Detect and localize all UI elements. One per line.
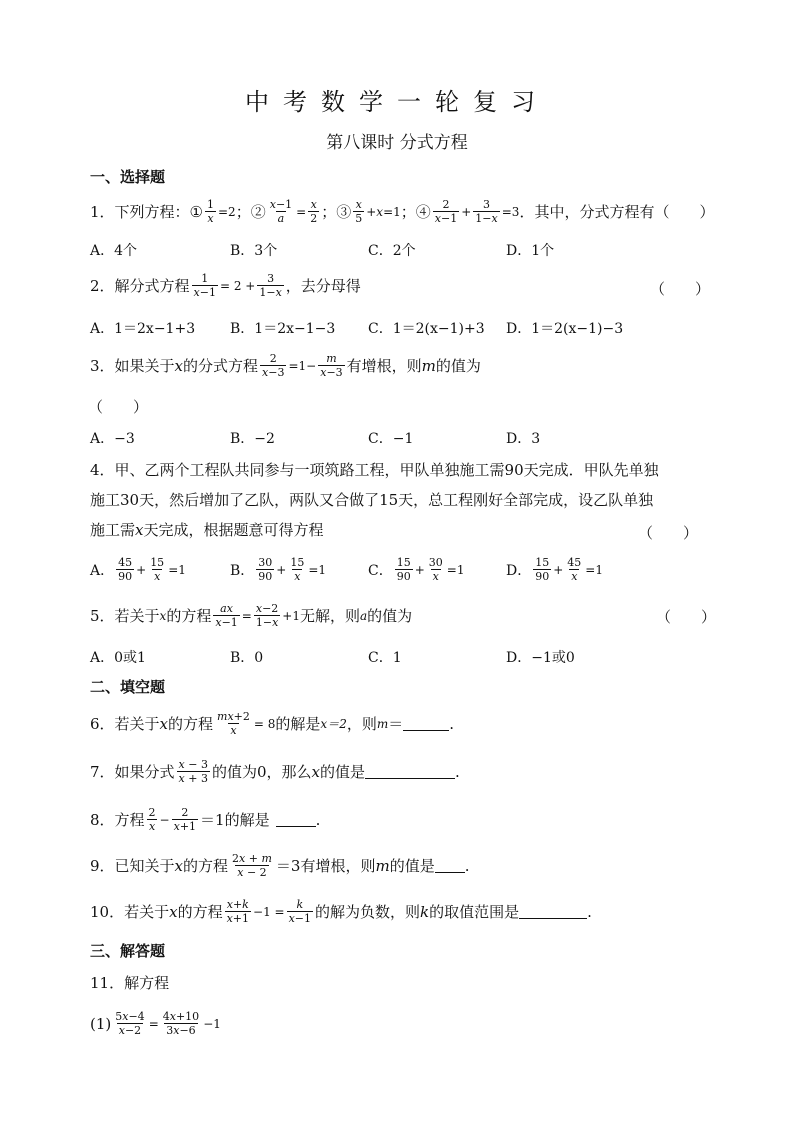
q4-option-a[interactable]: A． $\frac{45}{90}$ + $\frac{15}{x}$ =1 bbox=[90, 556, 186, 583]
section-heading-choice: 一、选择题 bbox=[90, 168, 166, 186]
page-subtitle: 第八课时 分式方程 bbox=[326, 133, 468, 153]
q1-option-b[interactable]: B．3个 bbox=[230, 243, 278, 259]
fraction: $\frac{x-1}{a}$ bbox=[269, 198, 293, 225]
q6-answer-blank[interactable] bbox=[403, 716, 449, 731]
question-2: 2．解分式方程 $\frac{1}{x-1}$ = 2 + $\frac{3}{1-x}$ ，去分母得 bbox=[90, 272, 361, 299]
fraction: $\frac{m}{x-3}$ bbox=[320, 352, 343, 379]
fraction: $\frac{x}{2}$ bbox=[310, 198, 318, 225]
section-heading-fill: 二、填空题 bbox=[90, 678, 166, 696]
fraction: $\frac{2}{x-1}$ bbox=[434, 198, 458, 225]
fraction: $\frac{5x-4}{x-2}$ bbox=[115, 1010, 145, 1037]
fraction: $\frac{mx+2}{x}$ bbox=[217, 710, 250, 737]
fraction: $\frac{x-2}{1-x}$ bbox=[255, 602, 279, 629]
fraction: $\frac{2}{x+1}$ bbox=[173, 806, 197, 833]
q2-option-a[interactable]: A．1＝2x−1+3 bbox=[90, 321, 196, 337]
q2-option-b[interactable]: B．1＝2x−1−3 bbox=[230, 321, 336, 337]
q4-answer-paren: （ ） bbox=[638, 524, 699, 542]
fraction: $\frac{x}{5}$ bbox=[355, 198, 363, 225]
section-heading-solve: 三、解答题 bbox=[90, 942, 166, 960]
q5-option-a[interactable]: A．0或1 bbox=[90, 650, 146, 666]
q4-option-d[interactable]: D． $\frac{15}{90}$ + $\frac{45}{x}$ =1 bbox=[506, 556, 603, 583]
q3-option-a[interactable]: A．−3 bbox=[90, 431, 135, 447]
fraction: $\frac{2x + m}{x - 2}$ bbox=[232, 852, 272, 879]
question-3: 3．如果关于 x 的分式方程 $\frac{2}{x-3}$ =1− $\frac{m}{x-3}$ 有增根，则 m 的值为 bbox=[90, 352, 481, 379]
question-11-part-1: (1) $\frac{5x-4}{x-2}$ = $\frac{4x+10}{3x-6}$ −1 bbox=[90, 1010, 221, 1037]
question-5: 5．若关于 x 的方程 $\frac{ax}{x-1}$ = $\frac{x-2}{1-x}$ +1 无解，则 a 的值为 bbox=[90, 602, 413, 629]
q5-option-d[interactable]: D．−1或0 bbox=[506, 650, 575, 666]
q2-option-c[interactable]: C．1＝2(x−1)+3 bbox=[368, 321, 485, 337]
fraction: $\frac{2}{x-3}$ bbox=[262, 352, 285, 379]
question-6: 6．若关于 x 的方程 $\frac{mx+2}{x}$ = 8 的解是 x＝2 ，则 m ＝ . bbox=[90, 710, 455, 737]
q9-answer-blank[interactable] bbox=[435, 858, 465, 873]
fraction: $\frac{3}{1-x}$ bbox=[475, 198, 498, 225]
q3-option-c[interactable]: C．−1 bbox=[368, 431, 414, 447]
question-11-title: 11．解方程 bbox=[90, 974, 170, 992]
question-8: 8．方程 $\frac{2}{x}$ − $\frac{2}{x+1}$ ＝1的解是 . bbox=[90, 806, 321, 833]
fraction: $\frac{3}{1-x}$ bbox=[259, 272, 282, 299]
q3-option-b[interactable]: B．−2 bbox=[230, 431, 275, 447]
q1-prefix: 1．下列方程： bbox=[90, 203, 190, 221]
q10-answer-blank[interactable] bbox=[519, 904, 587, 919]
q8-answer-blank[interactable] bbox=[276, 812, 316, 827]
fraction: $\frac{x+k}{x+1}$ bbox=[226, 898, 250, 925]
q1-suffix: ．其中，分式方程有（ ） bbox=[519, 203, 715, 221]
question-1: 1．下列方程： ① $\frac{1}{x}$ =2 ；② $\frac{x-1}{a}$ = $\frac{x}{2}$ ；③ $\frac{x}{5}$ +x=1 ；④ $\frac{2}{x-1}$ + $\frac{3}{1-x}$ =3 ．其中，分式方程有（ ） bbox=[90, 198, 715, 225]
q7-answer-blank[interactable] bbox=[365, 764, 455, 779]
fraction: $\frac{1}{x}$ bbox=[207, 198, 214, 225]
q3-answer-paren: （ ） bbox=[88, 398, 149, 416]
page-title: 中考数学一轮复习 bbox=[245, 88, 549, 116]
fraction: $\frac{x - 3}{x + 3}$ bbox=[178, 758, 208, 785]
fraction: $\frac{k}{x-1}$ bbox=[288, 898, 312, 925]
question-4: 4．甲、乙两个工程队共同参与一项筑路工程，甲队单独施工需90天完成．甲队先单独 施工30天，然后增加了乙队，两队又合做了15天，总工程刚好全部完成，设乙队单独 施工需x天完成，根据题意可得方程 bbox=[90, 461, 659, 539]
q2-answer-paren: （ ） bbox=[650, 280, 711, 298]
q1-option-a[interactable]: A．4个 bbox=[90, 243, 138, 259]
question-7: 7．如果分式 $\frac{x - 3}{x + 3}$ 的值为0，那么 x 的值是 . bbox=[90, 758, 460, 785]
q5-answer-paren: （ ） bbox=[656, 608, 717, 626]
q3-option-d[interactable]: D．3 bbox=[506, 431, 541, 447]
q4-option-c[interactable]: C． $\frac{15}{90}$ + $\frac{30}{x}$ =1 bbox=[368, 556, 465, 583]
q2-option-d[interactable]: D．1＝2(x−1)−3 bbox=[506, 321, 624, 337]
question-10: 10．若关于 x 的方程 $\frac{x+k}{x+1}$ −1 = $\frac{k}{x-1}$ 的解为负数，则 k 的取值范围是 . bbox=[90, 898, 592, 925]
q5-option-b[interactable]: B．0 bbox=[230, 650, 264, 666]
q1-option-d[interactable]: D．1个 bbox=[506, 243, 555, 259]
question-9: 9．已知关于 x 的方程 $\frac{2x + m}{x - 2}$ ＝3有增根，则 m 的值是 . bbox=[90, 852, 470, 879]
fraction: $\frac{1}{x-1}$ bbox=[193, 272, 216, 299]
q4-option-b[interactable]: B． $\frac{30}{90}$ + $\frac{15}{x}$ =1 bbox=[230, 556, 327, 583]
fraction: $\frac{4x+10}{3x-6}$ bbox=[162, 1010, 200, 1037]
fraction: $\frac{ax}{x-1}$ bbox=[215, 602, 238, 629]
q1-option-c[interactable]: C．2个 bbox=[368, 243, 416, 259]
fraction: $\frac{2}{x}$ bbox=[148, 806, 156, 833]
q5-option-c[interactable]: C．1 bbox=[368, 650, 402, 666]
